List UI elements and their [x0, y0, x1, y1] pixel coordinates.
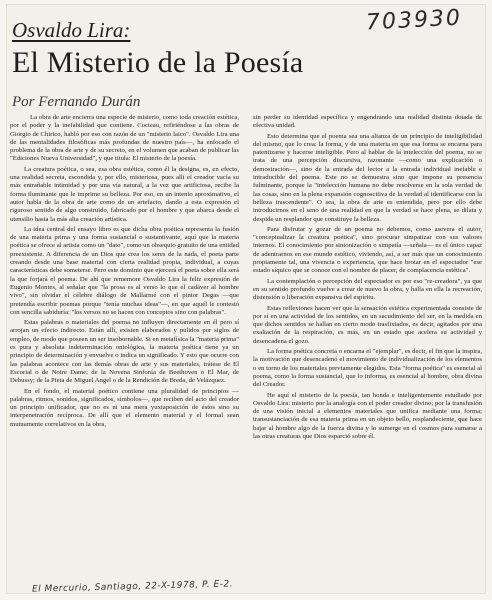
paragraph: La forma poética concreta o encarna el "ejemplar", es decir, el fin que la inspira, la motivación que desencadenó el movimiento de individualización de los elementos o en torno de los materiales previamente elegidos. Esta "forma poética" es esencial al poema, como la forma sustancial, que lo informa, es esencial al hombre, obra divina del Creador.: [253, 348, 482, 389]
column-left: [10, 114, 239, 554]
paragraph: La contemplación o percepción del espectador es por eso "re-creadora", ya que en su sentido profundo vuelve a crear de nuevo la obra, y halla en ella la recreación, distensión o liberación expansiva del espíritu.: [253, 277, 482, 302]
column-right: [253, 114, 482, 554]
article-body: [10, 114, 482, 554]
article-headline: El Misterio de la Poesía: [12, 46, 304, 79]
paragraph: La idea central del ensayo libro es que dicha obra poética representa la fusión de una materia prima y una forma sustancial o sustantivante, aquí que la materia poética se ofrece al artista como un "dato", como un obsequio gratuito de una entidad preexistente. A diferencia de un Dios que crea los seres de la nada, el poeta parte creando desde una base material con cierta realidad propia, individual, a cuyas características debe someterse. Pero este dominio que ejercerá el poeta sobre ella será la que forjará el poema. De ahí que rememore Osvaldo Lira la feliz expresión de Eugenio Montes, al señalar que "la prosa es al verso lo que el cadáver al hombre vivo", sin olvidar el célebre diálogo de Mallarmé con el pintor Degas —que pretendía escribir poemas porque "tenía muchas ideas"—, en que aquél le contestó con sencilla sabiduría: "los versos no se hacen con conceptos sino con palabras".: [10, 225, 239, 316]
paragraph: Estas palabras o materiales del poema no influyen directamente en él pero sí arrojan un efecto indirecto. Están allí, existen elaborados y pulidos por siglos de empleo, de modo que poseen un ser insobornable. Si en metafísica la "materia prima" es pura y absoluta indeterminación ontológica, la materia poética tiene ya un principio de determinación y envuelve o indica un significado. Y esto que ocurre con las palabras acontece con las demás obras de arte y sus materiales, trátese de El Escorial o de Notre Dame; de la Novena Sinfonía de Beethoven o El Mar, de Debussy; de la Pieta de Miguel Angel o de la Rendición de Breda, de Velázquez.: [10, 319, 239, 385]
source-stamp: El Mercurio, Santiago, 22-X-1978, P. E-2.: [31, 579, 234, 595]
paragraph: He aquí el misterio de la poesía, tan honda e inteligentemente estudiado por Osvaldo Lira: misterio por la analogía con el poder creador divino; por la transfusión de una visión inicial a elementos materiales que unifica mediante una forma; transustanciación de esa materia prima en un objeto bello, resplandeciente, que hace bajar al hombre algo de la fuerza divina y lo sumerge en el cosmos para sumarse a las otras creaturas que Dios esparció sobre él.: [253, 391, 482, 440]
paragraph: Para disfrutar y gozar de un poema no debemos, como asevera el autor, "conceptualizar la creatura poética", sino procurar simpatizar con sus valores internos. El conocimiento por sintonización o simpatía —señala— es el único capaz de adentrarnos en ese mundo estético, viviendo, así, a ser más que un conocimiento propiamente tal, una vivencia o experiencia, que hace brotar en el espectador "ese estado síquico que se conoce con el nombre de placer, de complacencia estética".: [253, 225, 482, 275]
paragraph: En el fondo, el material poético contiene una pluralidad de principios —palabras, ritmos, sonidos, significados, símbolos—, que reciben del acto del creador un principio unificador, que no es ni una mera yuxtaposición de éstos sino su interpenetración recíproca. De allí que el elemento material y el formal sean mutuamente correlativos en la obra,: [10, 387, 239, 428]
paragraph: Estas reflexiones hacen ver que la sensación estética experimentada consiste de por sí en una actividad de los sentidos, en un sacudimiento del ser, en la medida en que dichos sentidos se hallan en cierto modo trasfixiados, es decir, agitados por una exaltación de la respiración, es más, en un estado que acelera su actividad y desencadena el gozo.: [253, 304, 482, 345]
paragraph: La creatura poética, o sea, esa obra estética, como él la designa, es, en efecto, una realidad secreta, escondida y, por ello, misteriosa, pues allí el creador vacía su más entrañable intimidad y por una vía natural, a la vez que artificiosa, recibe la forma iluminante que le imprime su belleza. Por eso, en un intento aproximativo, el autor habla de la obra de arte como de un artefacto, dando a esta expresión el riguroso sentido de algo construido, fabricado por el hombre y que abarca desde el utensilio hasta la más alta creación artística.: [10, 165, 239, 223]
newspaper-clipping: [6, 4, 486, 594]
article-byline: Por Fernando Durán: [12, 94, 141, 110]
paragraph: Esto determina que el poema sea una alianza de un principio de inteligibilidad del mismo, que lo crea: la forma, y de una materia en que esa forma se encarna para patentizarse y hacerse inteligible. Pero al hablar de la intelección del poema, no se trata de una percepción discursiva, razonante —como una explicación o demostración—, sino de la entrada del lector a la entrada individual inefable e intraducible del poema. Este no se demuestra sino que impone su presencia fulminante, porque la "intelección humana no debe resolverse en la sola verdad de las cosas, sino en la plena expansión cognoscitiva de la verdad al identificarse con la belleza trascendente". O sea, la obra de arte es entendida, pero por ello debe introducirnos en el seno de una realidad en que la verdad se hace plena, se dilata y despide un resplandor que constituye la belleza.: [253, 132, 482, 223]
article-kicker: Osvaldo Lira:: [12, 18, 131, 42]
reference-number: 703930: [365, 5, 463, 36]
paragraph: La obra de arte encierra una especie de misterio, como toda creación estética, por el poder y la inefabilidad que contiene. Cocteau, refiriéndose a las obras de Giorgio de Chirico, habló por eso con razón de un "misterio laico". Osvaldo Lira una de las mentalidades filosóficas más profundas de nuestro país—, ha enfocado el problema de la obra de arte y de su secreto, en el volumen que acaban de publicar las "Ediciones Nueva Universidad", y que titula: El misterio de la poesía.: [10, 114, 239, 163]
paragraph: sin perder su identidad específica y engendrando una realidad distinta dotada de efectiva unidad.: [253, 114, 482, 130]
